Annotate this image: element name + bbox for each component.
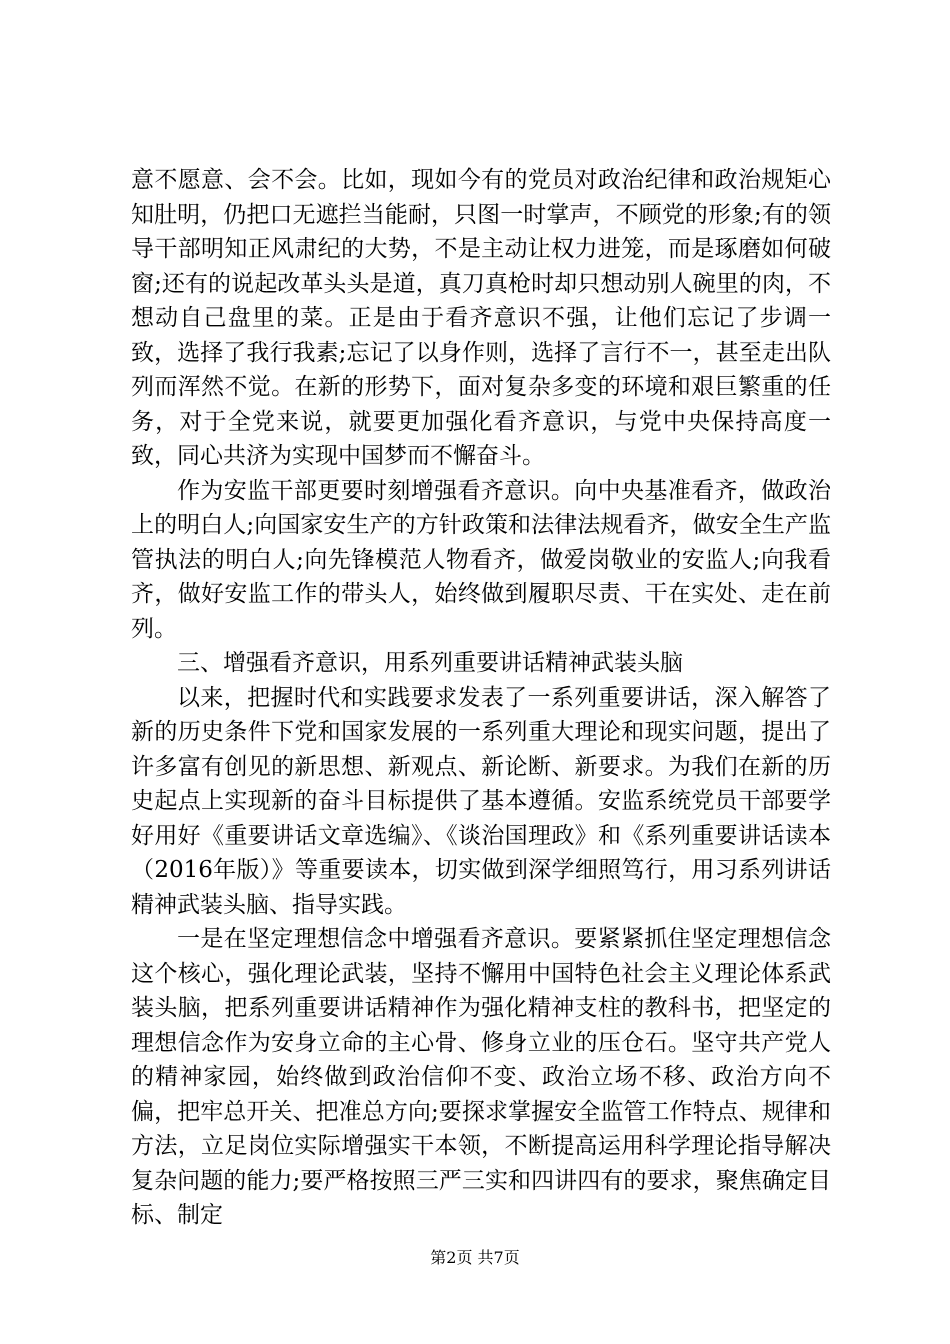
paragraph-ideals-beliefs: 一是在坚定理想信念中增强看齐意识。要紧紧抓住坚定理想信念这个核心，强化理论武装，坚持不懈用中国特色社会主义理论体系武装头脑，把系列重要讲话精神作为强化精神支柱的教科书，把坚定的理想信念作为安身立命的主心骨、修身立业的压仓石。坚守共产党人的精神家园，始终做到政治信仰不变、政治立场不移、政治方向不偏，把牢总开关、把准总方向;要探求掌握安全监管工作特点、规律和方法，立足岗位实际增强实干本领，不断提高运用科学理论指导解决复杂问题的能力;要严格按照三严三实和四讲四有的要求，聚焦确定目标、制定 <box>131 926 831 1228</box>
paragraph-anjian-cadres: 作为安监干部更要时刻增强看齐意识。向中央基准看齐，做政治上的明白人;向国家安生产的方针政策和法律法规看齐，做安全生产监管执法的明白人;向先锋模范人物看齐，做爱岗敬业的安监人;向我看齐，做好安监工作的带头人，始终做到履职尽责、干在实处、走在前列。 <box>131 477 831 642</box>
page-number-footer: 第2页 共7页 <box>430 1248 520 1267</box>
document-body <box>131 163 831 1233</box>
paragraph-important-speeches: 以来，把握时代和实践要求发表了一系列重要讲话，深入解答了新的历史条件下党和国家发展的一系列重大理论和现实问题，提出了许多富有创见的新思想、新观点、新论断、新要求。为我们在新的历史起点上实现新的奋斗目标提供了基本遵循。安监系统党员干部要学好用好《重要讲话文章选编》、《谈治国理政》和《系列重要讲话读本（2016年版）》等重要读本，切实做到深学细照笃行，用习系列讲话精神武装头脑、指导实践。 <box>131 684 831 918</box>
section-heading-three: 三、增强看齐意识，用系列重要讲话精神武装头脑 <box>177 650 683 676</box>
paragraph-continued: 意不愿意、会不会。比如，现如今有的党员对政治纪律和政治规矩心知肚明，仍把口无遮拦当能耐，只图一时掌声，不顾党的形象;有的领导干部明知正风肃纪的大势，不是主动让权力进笼，而是琢磨如何破窗;还有的说起改革头头是道，真刀真枪时却只想动别人碗里的肉，不想动自己盘里的菜。正是由于看齐意识不强，让他们忘记了步调一致，选择了我行我素;忘记了以身作则，选择了言行不一，甚至走出队列而浑然不觉。在新的形势下，面对复杂多变的环境和艰巨繁重的任务，对于全党来说，就要更加强化看齐意识，与党中央保持高度一致，同心共济为实现中国梦而不懈奋斗。 <box>131 167 831 469</box>
